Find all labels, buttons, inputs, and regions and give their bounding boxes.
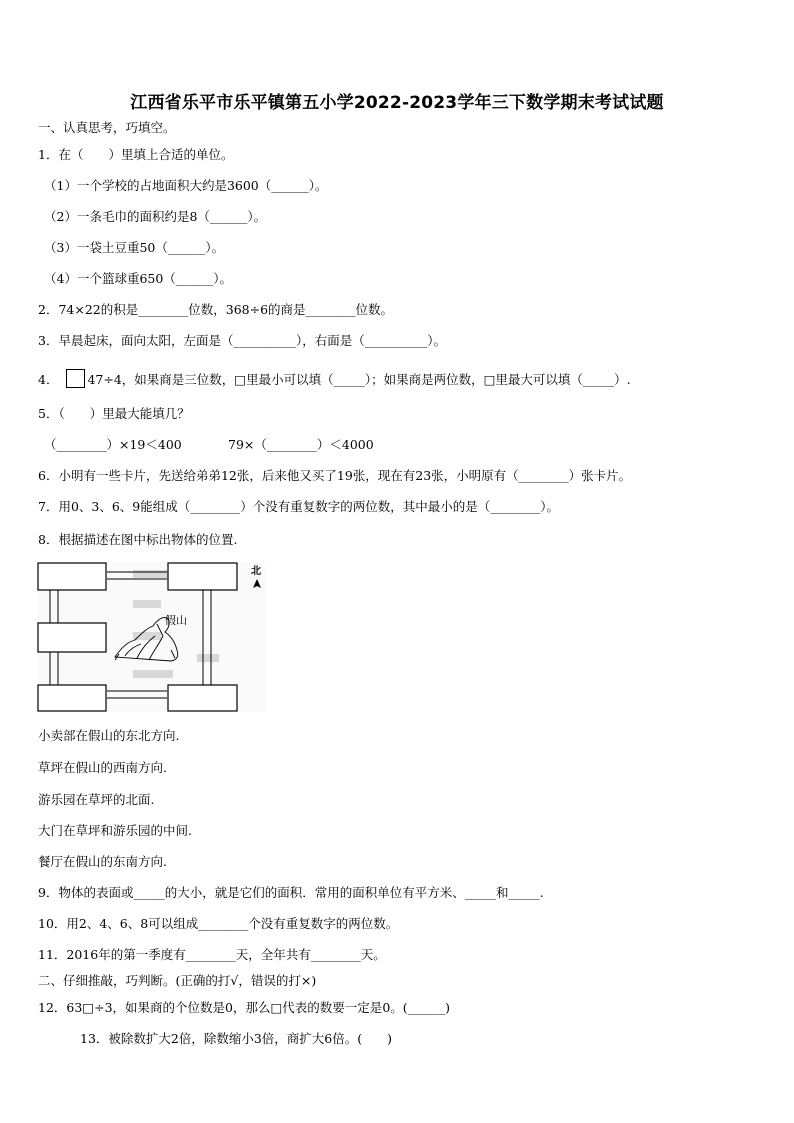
description-1: 小卖部在假山的东北方向. [38,728,180,743]
question-4-number: 4． [38,372,59,387]
map-box-southeast [168,685,237,711]
question-7: 7．用0、3、6、9能组成（________）个没有重复数字的两位数，其中最小的是（________）。 [38,499,560,514]
question-1-part-4: （4）一个篮球重650（______）。 [44,271,233,286]
map-box-west [38,623,106,652]
map-box-northwest [38,563,106,590]
page-title: 江西省乐平市乐平镇第五小学2022-2023学年三下数学期末考试试题 [130,93,664,113]
question-13: 13．被除数扩大2倍，除数缩小3倍，商扩大6倍。( ) [80,1031,393,1046]
question-5: 5．（ ）里最大能填几？ [38,406,190,421]
question-8: 8．根据描述在图中标出物体的位置. [38,532,238,547]
description-4: 大门在草坪和游乐园的中间. [38,823,192,838]
question-4-text: 47÷4，如果商是三位数，□里最小可以填（_____）；如果商是两位数，□里最大可以填（_____）. [87,372,631,387]
map-box-northeast [168,563,237,590]
north-label: 北 [251,566,261,577]
section-2-heading: 二、仔细推敲，巧判断。(正确的打√，错误的打×) [38,973,317,988]
question-3: 3．早晨起床，面向太阳，左面是（__________），右面是（__________）。 [38,333,446,348]
question-5-part-b: 79×（________）＜4000 [228,437,374,452]
question-12: 12．63□÷3，如果商的个位数是0，那么□代表的数要一定是0。(______) [38,1000,451,1015]
blank-square-icon [66,369,85,388]
question-6: 6．小明有一些卡片，先送给弟弟12张，后来他又买了19张，现在有23张，小明原有（________）张卡片。 [38,468,632,483]
question-9: 9．物体的表面或_____的大小，就是它们的面积．常用的面积单位有平方米、_____和_____. [38,885,544,900]
description-5: 餐厅在假山的东南方向. [38,854,167,869]
question-1: 1．在（ ）里填上合适的单位。 [38,147,234,162]
question-1-part-3: （3）一袋土豆重50（______）。 [44,240,225,255]
question-1-part-1: （1）一个学校的占地面积大约是3600（______）。 [44,178,328,193]
hill-label: 假山 [165,614,187,627]
description-3: 游乐园在草坪的北面. [38,792,155,807]
section-1-heading: 一、认真思考，巧填空。 [38,120,176,135]
question-10: 10．用2、4、6、8可以组成________个没有重复数字的两位数。 [38,916,399,931]
question-11: 11．2016年的第一季度有________天，全年共有________天。 [38,947,386,962]
question-1-part-2: （2）一条毛巾的面积约是8（______）。 [44,209,267,224]
question-4 [38,369,631,388]
description-2: 草坪在假山的西南方向. [38,760,167,775]
map-figure [37,562,265,712]
question-2: 2．74×22的积是________位数，368÷6的商是________位数。 [38,302,394,317]
map-box-southwest [38,685,106,711]
question-5-part-a: （________）×19＜400 [44,437,182,452]
